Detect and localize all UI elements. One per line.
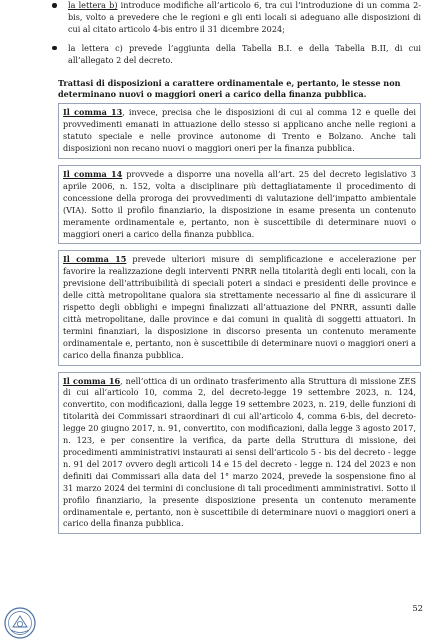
document-page (58, 0, 421, 540)
paragraph-text: , nell’ottica di un ordinato trasferimento alla Struttura di missione ZES di cui all’articolo 10, comma 2, del decreto-legge 19 settembre 2023, n. 124, convertito, con modificazioni, dalla legge 19 settembre 2023, n. 219, delle funzioni di titolarità dei Commissari straordinari di cui all’articolo 4, comma 6-bis, del decreto-legge 20 giugno 2017, n. 91, convertito, con modificazioni, dalla legge 3 agosto 2017, n. 123, e per consentire la verifica, da parte della Struttura di missione, dei procedimenti amministrativi instaurati ai sensi dell’articolo 5 - bis del decreto - legge n. 91 del 2017 ovvero degli articoli 14 e 15 del decreto - legge n. 124 del 2023 e non definiti dai Commissari alla data del 1° marzo 2024, prevede la sospensione fino al 31 marzo 2024 dei termini di conclusione di tali procedimenti amministrativi. Sotto il profilo finanziario, la presente disposizione presenta un contenuto meramente ordinamentale e, pertanto, non è suscettibile di determinare nuovi o maggiori oneri a carico della finanza pubblica. (63, 375, 416, 529)
paragraph-comma-16 (58, 372, 421, 535)
seal-icon (4, 607, 36, 639)
bullet-item (58, 0, 421, 36)
paragraph-comma-13 (58, 103, 421, 159)
paragraph-lead: Il comma 13 (63, 107, 123, 118)
page-number: 52 (412, 603, 423, 613)
paragraph-text: provvede a disporre una novella all’art. 25 del decreto legislativo 3 aprile 2006, n. 152, volta a disciplinare più dettagliatamente il procedimento di concessione della proroga dei provvedimenti di valutazione dell’impatto ambientale (VIA). Sotto il profilo finanziario, la disposizione in esame presenta un contenuto meramente ordinamentale e, pertanto, non è suscettibile di determinare nuovi o maggiori oneri a carico della finanza pubblica. (63, 168, 416, 239)
paragraph-lead: Il comma 15 (63, 254, 127, 265)
bullet-text: introduce modifiche all’articolo 6, tra cui l’introduzione di un comma 2-bis, volto a prevedere che le regioni e gli enti locali si adeguano alle disposizioni di cui al citato articolo 4-bis entro il 31 dicembre 2024; (68, 0, 421, 34)
paragraph-text: prevede ulteriori misure di semplificazione e accelerazione per favorire la realizzazione degli interventi PNRR nella titolarità degli enti locali, con la previsione dell’attribuibilità di speciali poteri a sindaci e presidenti delle province e delle città metropolitane qualora sia strettamente necessario al fine di assicurare il rispetto degli obblighi e impegni finalizzati all’attuazione del PNRR, assunti dalle città metropolitane, dalle province e dai comuni in qualità di soggetti attuatori. In termini finanziari, la disposizione in discorso presenta un contenuto meramente ordinamentale e, pertanto, non è suscettibile di determinare nuovi o maggiori oneri a carico della finanza pubblica. (63, 254, 416, 360)
bullet-text: la lettera c) prevede l’aggiunta della Tabella B.I. e della Tabella B.II, di cui all’allegato 2 del decreto. (68, 42, 421, 65)
paragraph-comma-14 (58, 165, 421, 244)
bullet-lead: la lettera b) (68, 0, 118, 10)
bullet-icon (52, 46, 57, 51)
bullet-item (58, 43, 421, 67)
paragraph-lead: Il comma 16 (63, 375, 121, 386)
bullet-icon (52, 3, 57, 8)
paragraph-lead: Il comma 14 (63, 168, 123, 179)
bullet-list (58, 0, 421, 67)
paragraph-text: , invece, precisa che le disposizioni di cui al comma 12 e quelle dei provvedimenti emanati in attuazione dello stesso si applicano anche nelle regioni a statuto speciale e nelle province autonome di Trento e Bolzano. Anche tali disposizioni non recano nuovi o maggiori oneri per la finanza pubblica. (63, 107, 416, 154)
paragraph-comma-15 (58, 250, 421, 365)
section-heading: Trattasi di disposizioni a carattere ordinamentale e, pertanto, le stesse non determinano nuovi o maggiori oneri a carico della finanza pubblica. (58, 77, 401, 99)
